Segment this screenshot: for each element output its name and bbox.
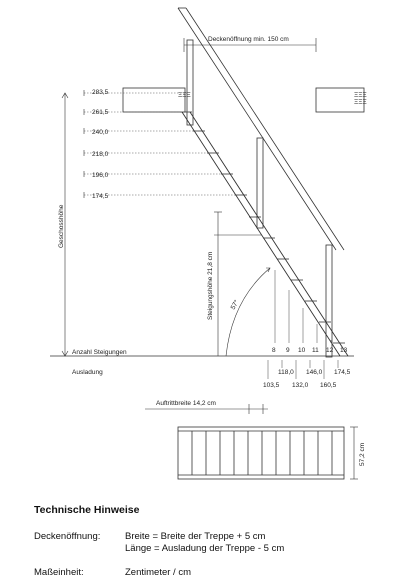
- ceiling-slab-left: [123, 88, 191, 112]
- height-mark-174-5: 174,5: [92, 193, 109, 200]
- height-mark-218-0: 218,0: [92, 151, 109, 158]
- step-height-dimension: [214, 212, 262, 356]
- angle-arc: [226, 268, 270, 356]
- steps-count-10: 10: [298, 347, 306, 354]
- run-value-132-0: 132,0: [292, 382, 309, 389]
- steps-count-12: 12: [326, 347, 334, 354]
- unit-value: Zentimeter / cm: [125, 567, 191, 578]
- run-value-118-0: 118,0: [278, 369, 294, 376]
- height-mark-283-5: 283,5: [92, 89, 109, 96]
- steps-count-9: 9: [286, 347, 290, 354]
- angle-label: 57°: [229, 298, 241, 311]
- unit-label: Maßeinheit:: [34, 567, 84, 578]
- steps-count-8: 8: [272, 347, 276, 354]
- svg-text:ΞΞΞ: ΞΞΞ: [178, 92, 191, 99]
- svg-text:ΞΞΞ: ΞΞΞ: [354, 92, 367, 99]
- tread-width-label: Auftrittbreite 14,2 cm: [156, 400, 216, 407]
- run-value-174-5: 174,5: [334, 369, 351, 376]
- ceiling-opening-label: Deckenöffnung min. 150 cm: [208, 36, 289, 43]
- opening-label: Deckenöffnung:: [34, 531, 101, 542]
- run-label: Ausladung: [72, 369, 103, 376]
- opening-line-1: Breite = Breite der Treppe + 5 cm: [125, 531, 266, 542]
- height-mark-196-0: 196,0: [92, 172, 109, 179]
- run-value-160-5: 160,5: [320, 382, 337, 389]
- step-count-guides: [275, 270, 345, 343]
- height-mark-261-5: 261,5: [92, 109, 109, 116]
- steps-count-11: 11: [312, 347, 319, 354]
- height-mark-240-0: 240,0: [92, 129, 109, 136]
- run-value-103-5: 103,5: [263, 382, 280, 389]
- opening-line-2: Länge = Ausladung der Treppe - 5 cm: [125, 543, 285, 554]
- width-label: 57,2 cm: [359, 442, 366, 466]
- width-dimension: [350, 427, 358, 479]
- ceiling-slab-right: [316, 88, 367, 112]
- steps-count-label: Anzahl Steigungen: [72, 349, 127, 356]
- svg-text:ΞΞΞ: ΞΞΞ: [354, 99, 367, 106]
- plan-view: [178, 427, 344, 479]
- steps-count-13: 13: [340, 347, 348, 354]
- notes-title: Technische Hinweise: [34, 504, 140, 516]
- step-height-label: Steigungshöhe 21,8 cm: [207, 251, 214, 320]
- story-height-label: Geschosshöhe: [58, 204, 65, 248]
- run-value-146-0: 146,0: [306, 369, 323, 376]
